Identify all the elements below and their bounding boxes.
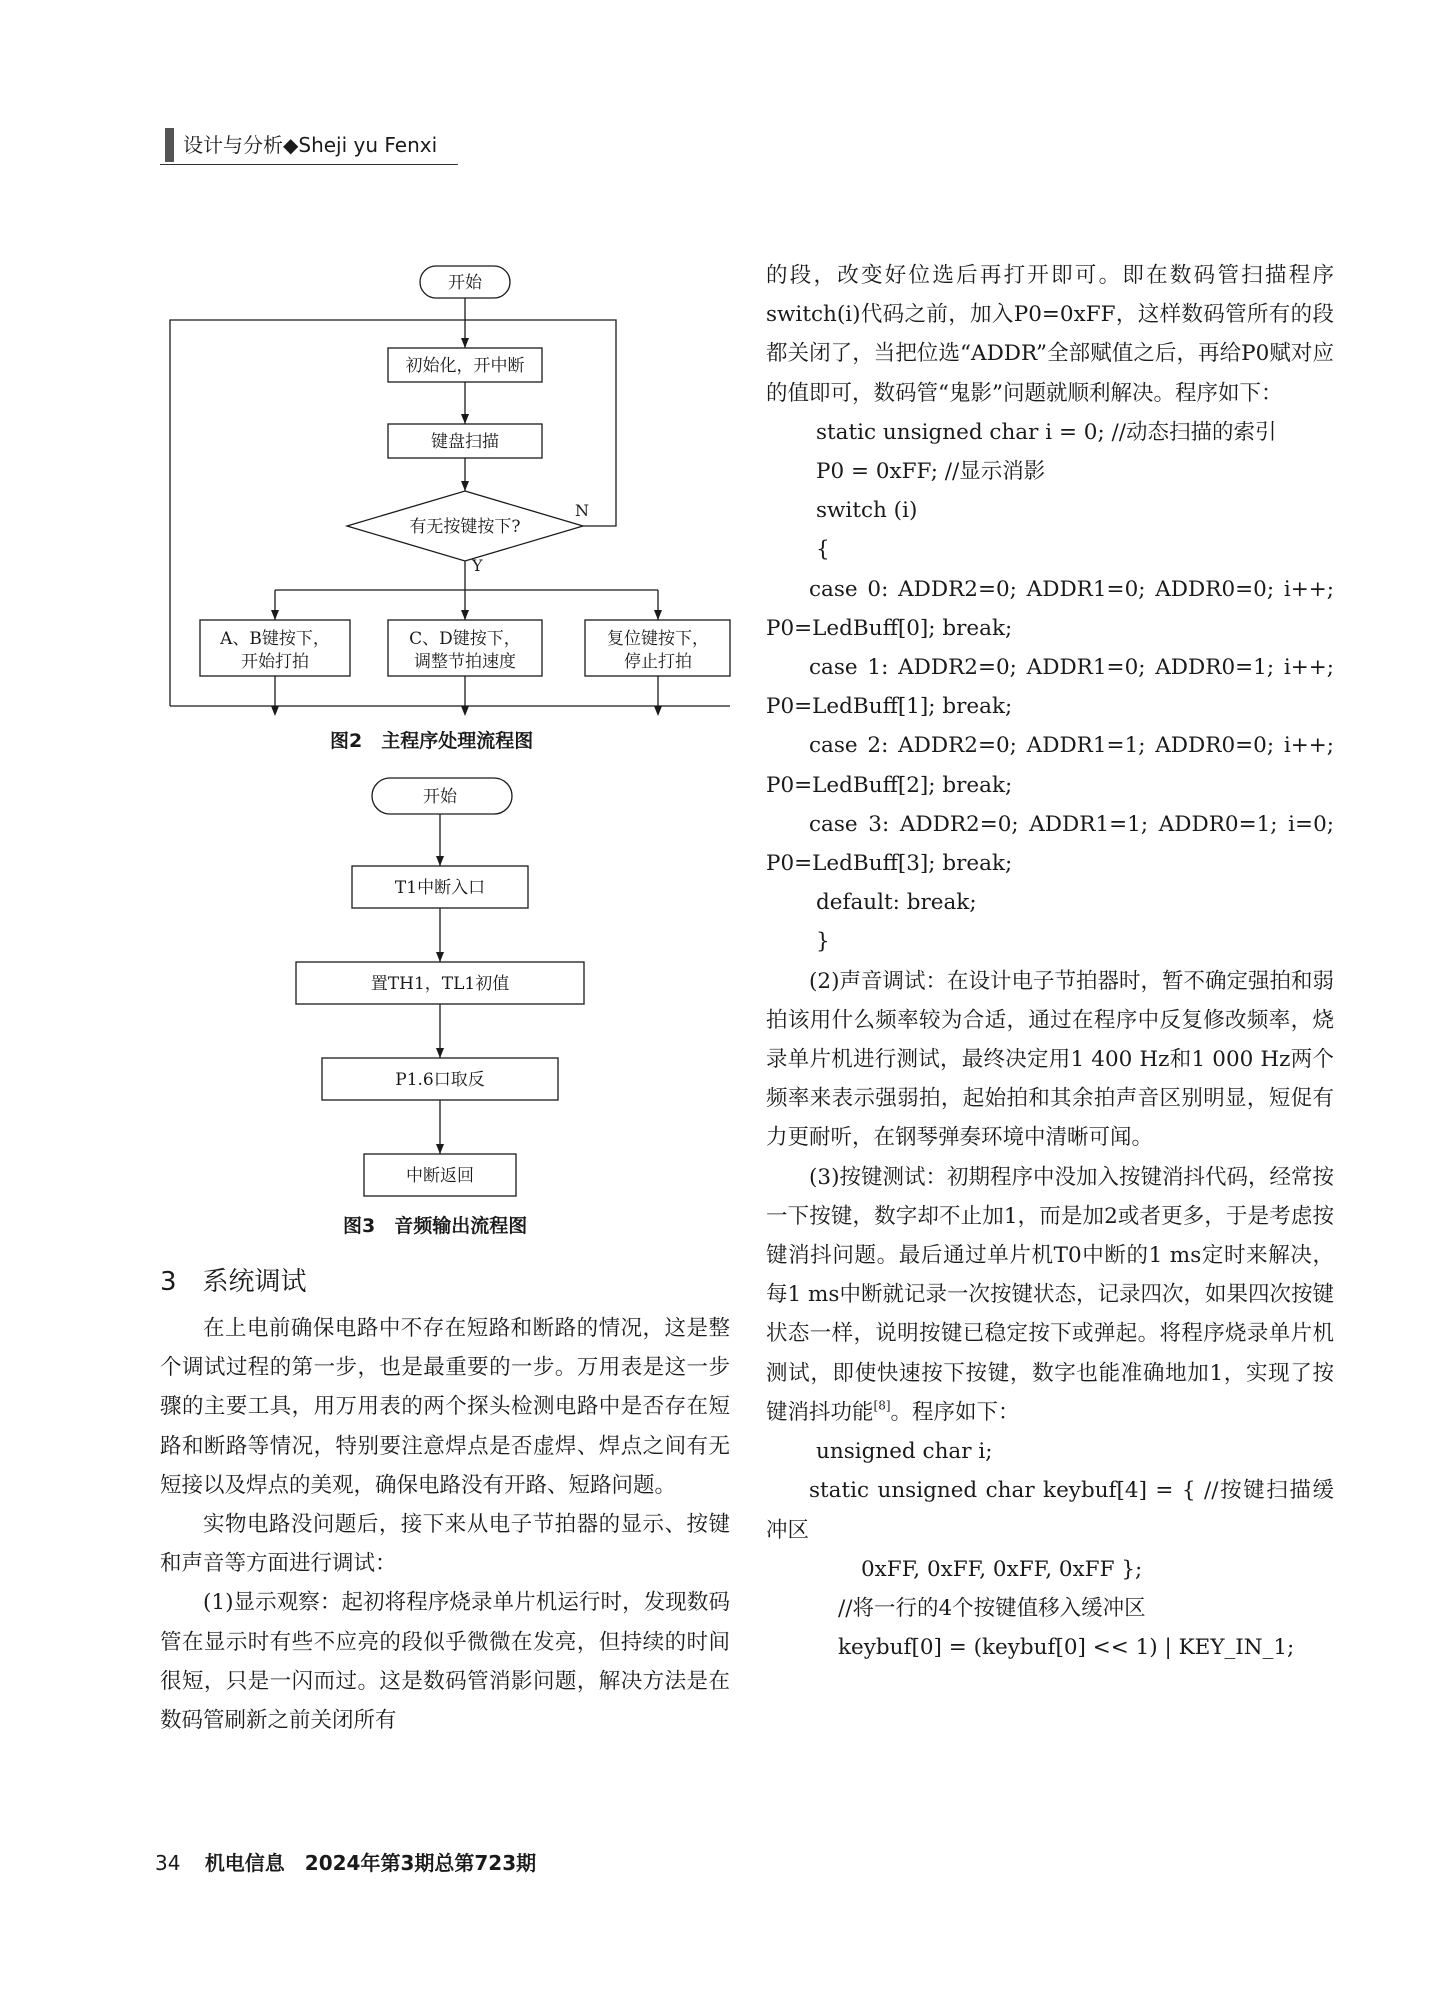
header-marker xyxy=(165,128,174,162)
paragraph-sound-debug: (2)声音调试：在设计电子节拍器时，暂不确定强拍和弱拍该用什么频率较为合适，通过在程序中反复修改频率，烧录单片机进行测试，最终决定用1 400 Hz和1 000 Hz两个频率来表示强弱拍，起始拍和其余拍声音区别明显，短促有力更耐听，在钢琴弹奏环境中清晰可闻。 xyxy=(766,968,1334,1151)
page-footer xyxy=(155,1848,536,1878)
page-number: 34 xyxy=(155,1851,181,1875)
fig3-setth-label: 置TH1，TL1初值 xyxy=(370,974,510,994)
header-rule xyxy=(160,164,458,165)
key-debug-text: (3)按键测试：初期程序中没加入按键消抖代码，经常按一下按键，数字却不止加1，而是加2或者更多，于是考虑按键消抖问题。最后通过单片机T0中断的1 ms定时来解决，每1 ms中断就记录一次按键状态，记录四次，如果四次按键状态一样，说明按键已稳定按下或弹起。将程序烧录单片机测试，即使快速按下按键，数字也能准确地加1，实现了按键消抖功能 xyxy=(766,1164,1334,1425)
code-case-1: case 1: ADDR2=0; ADDR1=0; ADDR0=1; i++; P0=LedBuff[1]; break; xyxy=(766,655,1334,720)
fig2-box-cd-line1: C、D键按下， xyxy=(409,629,521,649)
paragraph-ghosting-fix: 的段，改变好位选后再打开即可。即在数码管扫描程序switch(i)代码之前，加入P0=0xFF，这样数码管所有的段都关闭了，当把位选“ADDR”全部赋值之后，再给P0赋对应的值即可，数码管“鬼影”问题就顺利解决。程序如下： xyxy=(766,263,1334,406)
code-line: keybuf[0] = (keybuf[0] << 1) | KEY_IN_1; xyxy=(838,1635,1295,1661)
fig3-start-label: 开始 xyxy=(423,787,457,807)
figure2-caption: 图2 主程序处理流程图 xyxy=(330,730,534,752)
code-case-0: case 0: ADDR2=0; ADDR1=0; ADDR0=0; i++; P0=LedBuff[0]; break; xyxy=(766,576,1334,641)
fig2-box-cd-line2: 调整节拍速度 xyxy=(414,652,516,672)
code-comment: //将一行的4个按键值移入缓冲区 xyxy=(838,1595,1146,1621)
left-column xyxy=(160,1309,730,1740)
right-column xyxy=(766,256,1334,1667)
fig2-box-ab-line2: 开始打拍 xyxy=(241,652,309,672)
section-heading: 3 系统调试 xyxy=(160,1267,307,1297)
fig2-yes-label: Y xyxy=(472,556,483,575)
citation-ref: [8] xyxy=(873,1398,891,1413)
fig3-p16-label: P1.6口取反 xyxy=(395,1070,485,1090)
fig2-box-ab-line1: A、B键按下， xyxy=(220,629,330,649)
code-line: 0xFF, 0xFF, 0xFF, 0xFF }; xyxy=(861,1556,1143,1582)
fig2-box-reset-line1: 复位键按下， xyxy=(607,629,709,649)
fig2-keyscan-label: 键盘扫描 xyxy=(431,432,499,452)
fig2-init-label: 初始化，开中断 xyxy=(405,356,525,376)
running-header: 设计与分析◆Sheji yu Fenxi xyxy=(183,133,438,157)
code-line: switch (i) xyxy=(816,498,918,524)
paragraph-key-debug xyxy=(766,1158,1334,1432)
fig2-start-label: 开始 xyxy=(448,273,482,293)
code-case-2: case 2: ADDR2=0; ADDR1=1; ADDR0=0; i++; P0=LedBuff[2]; break; xyxy=(766,733,1334,798)
fig2-decision-label: 有无按键按下? xyxy=(409,517,521,537)
paragraph-power-check: 在上电前确保电路中不存在短路和断路的情况，这是整个调试过程的第一步，也是最重要的一步。万用表是这一步骤的主要工具，用万用表的两个探头检测电路中是否存在短路和断路等情况，特别要注意焊点是否虚焊、焊点之间有无短接以及焊点的美观，确保电路没有开路、短路问题。 xyxy=(160,1316,730,1498)
audio-flowchart xyxy=(290,770,590,1210)
fig2-no-label: N xyxy=(575,501,589,520)
code-keybuf-decl: static unsigned char keybuf[4] = { //按键扫描缓冲区 xyxy=(766,1478,1334,1543)
code-line: { xyxy=(816,537,830,563)
code-close-brace: } xyxy=(816,929,830,955)
code-default: default: break; xyxy=(816,890,977,916)
code-line: P0 = 0xFF; //显示消影 xyxy=(816,459,1046,485)
figure3-caption: 图3 音频输出流程图 xyxy=(343,1215,528,1237)
key-debug-end: 。程序如下： xyxy=(890,1399,1020,1425)
code-line: unsigned char i; xyxy=(816,1439,993,1465)
main-flowchart xyxy=(160,258,740,718)
code-line: static unsigned char i = 0; //动态扫描的索引 xyxy=(816,419,1277,445)
fig3-return-label: 中断返回 xyxy=(406,1166,474,1186)
paragraph-display-check: (1)显示观察：起初将程序烧录单片机运行时，发现数码管在显示时有些不应亮的段似乎微微在发亮，但持续的时间很短，只是一闪而过。这是数码管消影问题，解决方法是在数码管刷新之前关闭所有 xyxy=(160,1590,730,1734)
journal-info: 机电信息 2024年第3期总第723期 xyxy=(204,1851,537,1875)
code-case-3: case 3: ADDR2=0; ADDR1=1; ADDR0=1; i=0; P0=LedBuff[3]; break; xyxy=(766,811,1334,877)
paragraph-debug-intro: 实物电路没问题后，接下来从电子节拍器的显示、按键和声音等方面进行调试： xyxy=(160,1512,730,1577)
fig3-t1-label: T1中断入口 xyxy=(394,878,486,898)
fig2-box-reset-line2: 停止打拍 xyxy=(624,652,692,672)
